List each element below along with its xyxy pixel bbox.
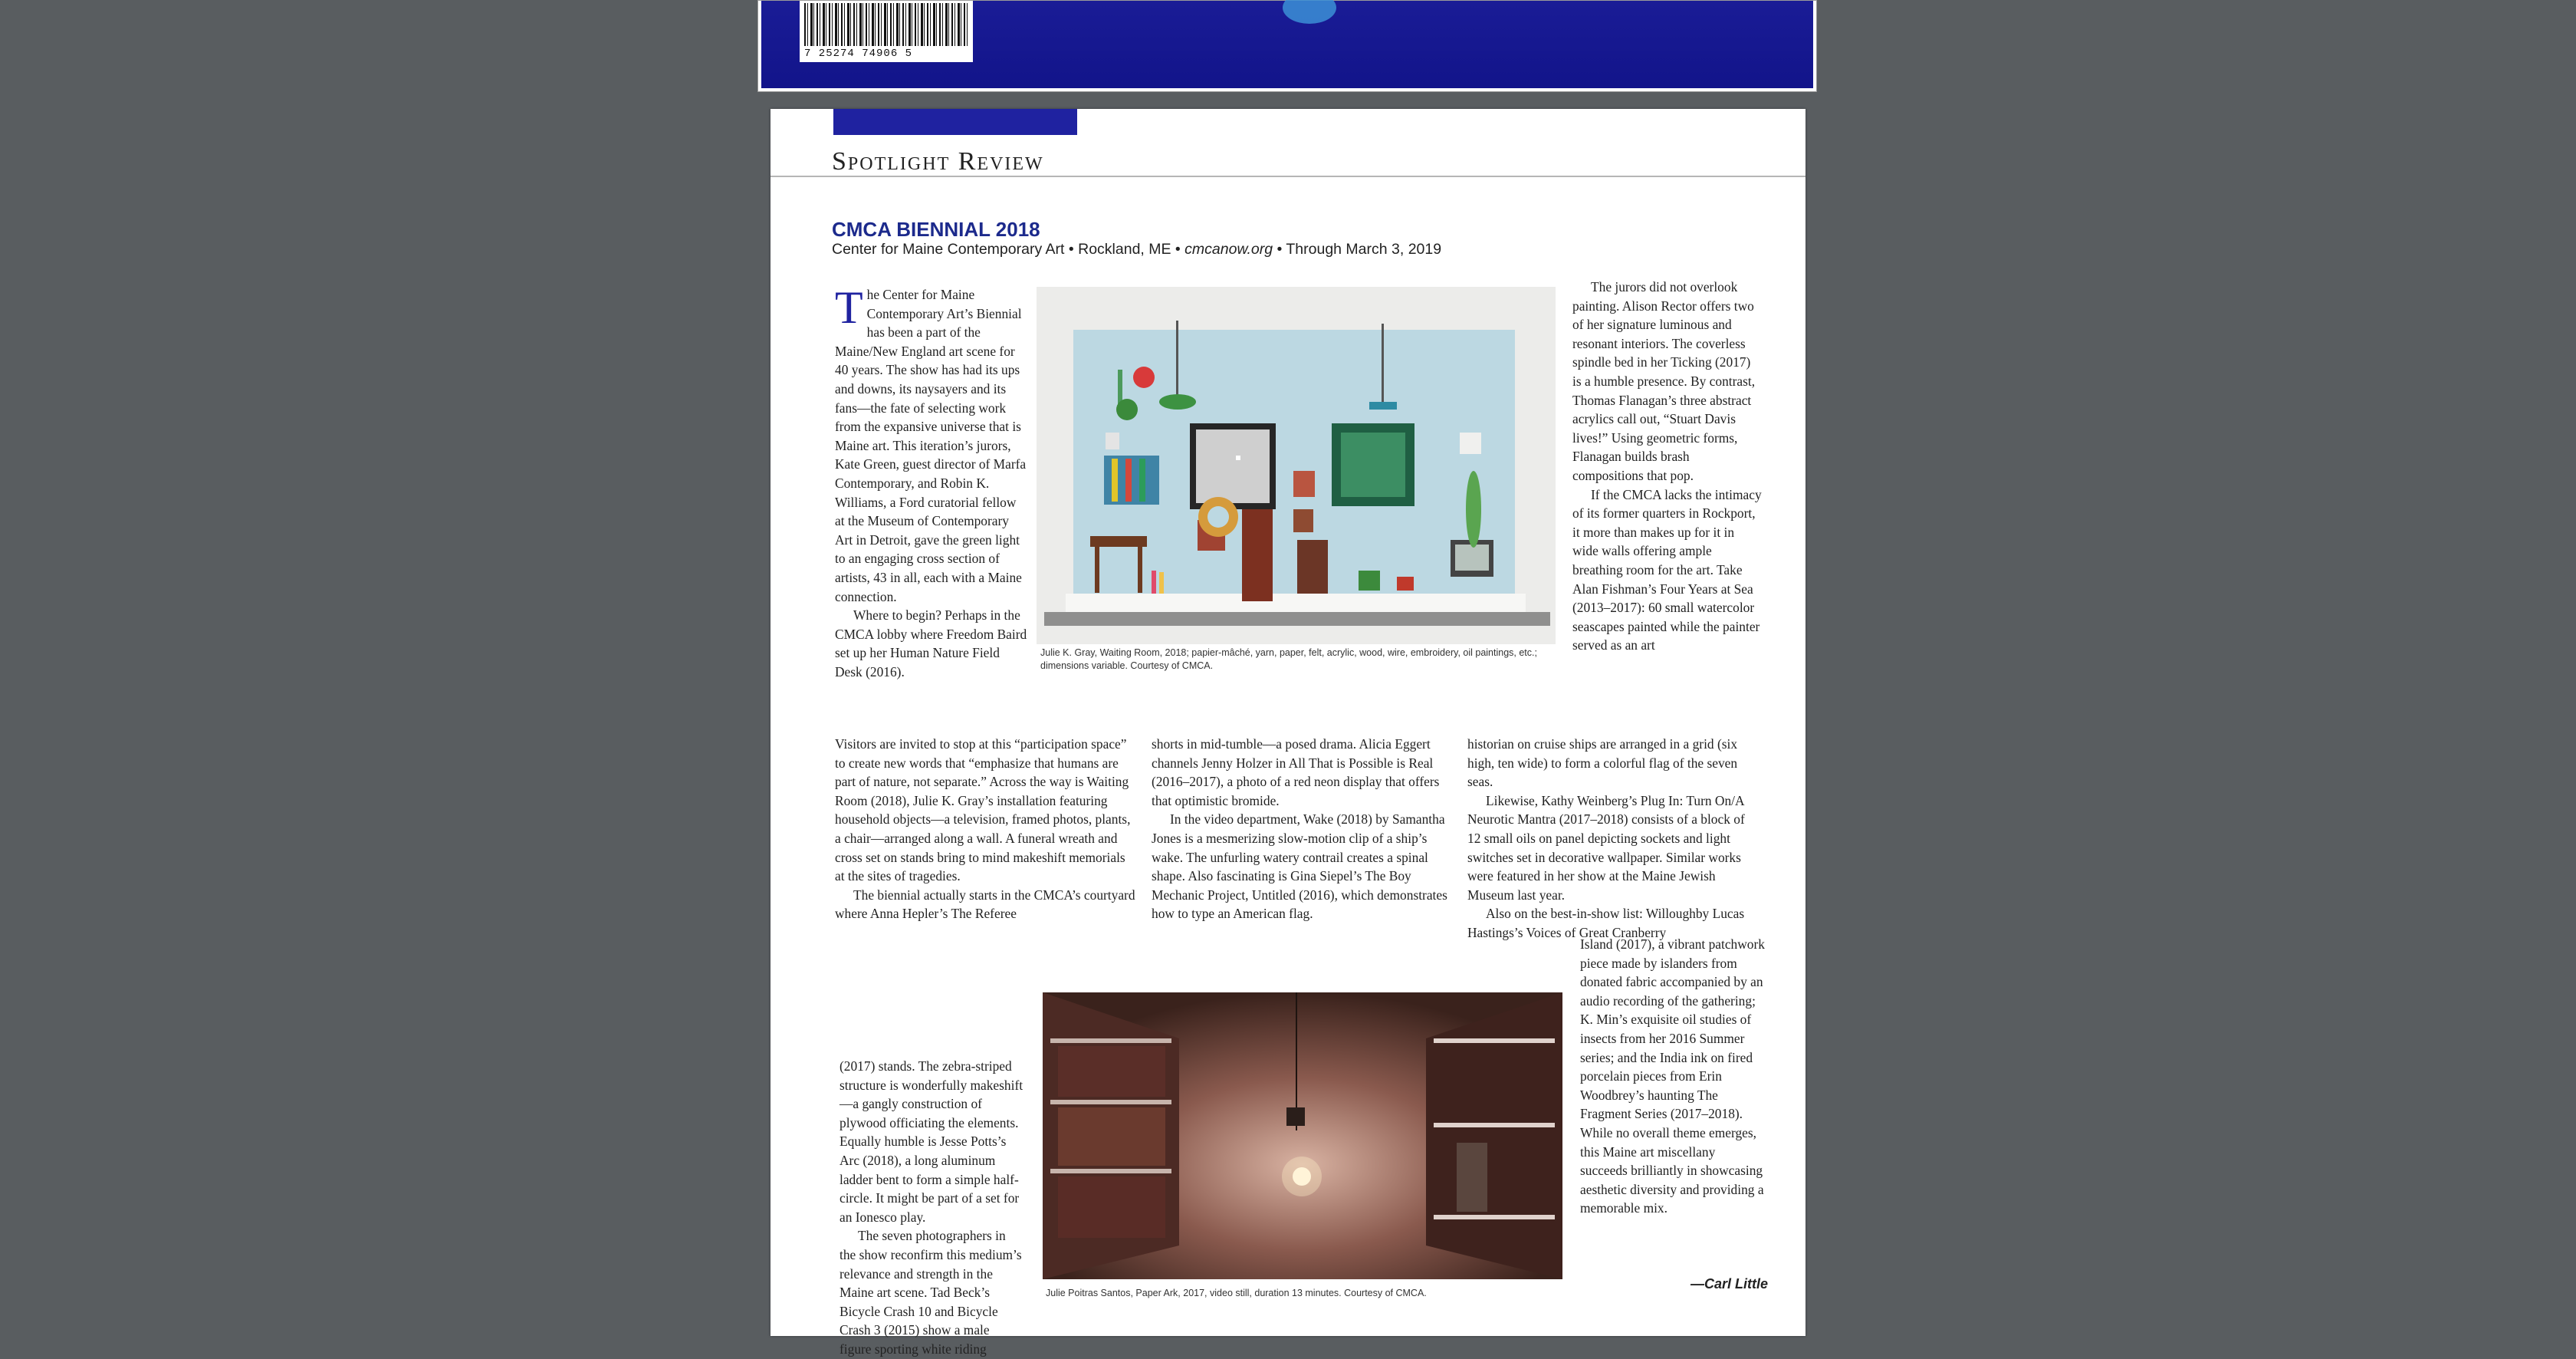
paragraph-waiting-room: Visitors are invited to stop at this “participation space” to create new words that “emphasize that humans are part of nature, not separate.” Across the way is Waiting Room (2018), Julie K. Gray’s installation featuring household objects—a television, framed photos, plants, a chair—arranged along a wall. A funeral wreath and cross set on stands bring to mind makeshift memorials at the sites of tragedies. xyxy=(835,736,1131,884)
paragraph-lobby: Where to begin? Perhaps in the CMCA lobby where Freedom Baird set up her Human Nature Field Desk (2016). xyxy=(835,607,1027,680)
paragraph-best-in-show: Also on the best-in-show list: Willoughby Lucas Hastings’s Voices of Great Cranberry xyxy=(1467,906,1745,940)
paragraph-video: In the video department, Wake (2018) by Samantha Jones is a mesmerizing slow-motion clip of a ship’s wake. The unfurling watery contrail creates a spinal shape. Also fascinating is Gina Siepel’s The Boy Mechanic Project, Untitled (2016), which demonstrates how to type an American flag. xyxy=(1152,811,1447,922)
paper-ark-photo xyxy=(1043,992,1562,1279)
subtitle-venue: Center for Maine Contemporary Art • Rockland, ME • xyxy=(832,241,1185,258)
paragraph-referee: (2017) stands. The zebra-striped structure is wonderfully makeshift—a gangly construction of plywood officiating the elements. Equally humble is Jesse Potts’s Arc (2018), a long aluminum ladder bent to form a simple half-circle. It might be part of a set for an Ionesco play. xyxy=(840,1058,1024,1225)
paragraph-intro-text: he Center for Maine Contemporary Art’s Biennial has been a part of the Maine/New England art scene for 40 years. The show has had its ups and downs, its naysayers and its fans—the fate of selecting work from the expansive universe that is Maine art. This iteration’s jurors, Kate Green, guest director of Marfa Contemporary, and Robin K. Williams, a Ford curatorial fellow at the Museum of Contemporary Art in Detroit, gave the green light to an engaging cross section of artists, 43 in all, each with a Maine connection. xyxy=(835,287,1027,604)
barcode-bars xyxy=(804,3,968,46)
column-1-lower xyxy=(840,1057,1024,1359)
drop-cap: T xyxy=(835,282,863,333)
paragraph-courtyard: The biennial actually starts in the CMCA’s courtyard where Anna Hepler’s The Referee xyxy=(835,887,1135,922)
subtitle-website: cmcanow.org xyxy=(1184,241,1273,258)
section-title: Spotlight Review xyxy=(832,147,1044,176)
figure-paper-ark xyxy=(1043,992,1562,1279)
column-2 xyxy=(1152,735,1449,923)
cover-graphic xyxy=(1283,0,1336,24)
paragraph-cranberry: Island (2017), a vibrant patchwork piece made by islanders from donated fabric accompanied by an audio recording of the gathering; K. Min’s exquisite oil studies of insects from her 2016 Summer series; and the India ink on fired porcelain pieces from Erin Woodbrey’s haunting The Fragment Series (2017–2018). While no overall theme emerges, this Maine art miscellany succeeds brilliantly in showcasing aesthetic diversity and providing a memorable mix. xyxy=(1580,936,1765,1216)
previous-page-bottom xyxy=(757,0,1817,92)
waiting-room-photo xyxy=(1037,287,1556,644)
paragraph-eggert: shorts in mid-tumble—a posed drama. Alicia Eggert channels Jenny Holzer in All That is Possible is Real (2016–2017), a photo of a red neon display that offers that optimistic bromide. xyxy=(1152,736,1440,808)
paragraph-fishman: If the CMCA lacks the intimacy of its former quarters in Rockport, it more than makes up for it in wide walls offering ample breathing room for the art. Take Alan Fishman’s Four Years at Sea (2013–2017): 60 small watercolor seascapes painted while the painter served as an art xyxy=(1572,486,1762,653)
barcode-number: 7 25274 74906 5 xyxy=(804,48,913,60)
article-title: CMCA BIENNIAL 2018 xyxy=(832,218,1040,241)
paragraph-painting: The jurors did not overlook painting. Alison Rector offers two of her signature luminous and resonant interiors. The coverless spindle bed in her Ticking (2017) is a humble presence. By contrast, Thomas Flanagan’s three abstract acrylics call out, “Stuart Davis lives!” Using geometric forms, Flanagan builds brash compositions that pop. xyxy=(1572,279,1756,483)
caption-paper-ark: Julie Poitras Santos, Paper Ark, 2017, video still, duration 13 minutes. Courtesy of CMCA. xyxy=(1046,1288,1427,1298)
column-1-upper xyxy=(835,282,1028,681)
paragraph-seven-seas: historian on cruise ships are arranged in a grid (six high, ten wide) to form a colorful flag of the seven seas. xyxy=(1467,736,1738,790)
magazine-page xyxy=(770,109,1806,1357)
column-3-lower xyxy=(1580,935,1766,1218)
column-3-upper xyxy=(1572,278,1763,655)
author-signature: —Carl Little xyxy=(1691,1276,1769,1292)
header-rule xyxy=(770,176,1806,177)
section-color-tab xyxy=(833,109,1077,135)
figure-waiting-room xyxy=(1037,287,1556,644)
paragraph-photographers: The seven photographers in the show reconfirm this medium’s relevance and strength in the Maine art scene. Tad Beck’s Bicycle Crash 10 and Bicycle Crash 3 (2015) show a male figure sporting white riding xyxy=(840,1228,1022,1357)
paragraph-weinberg: Likewise, Kathy Weinberg’s Plug In: Turn On/A Neurotic Mantra (2017–2018) consists of a block of 12 small oils on panel depicting sockets and light switches set in decorative wallpaper. Similar works were featured in her show at the Maine Jewish Museum last year. xyxy=(1467,792,1745,903)
paragraph-intro xyxy=(835,282,1028,606)
column-3-mid xyxy=(1467,735,1760,943)
barcode xyxy=(800,1,973,62)
caption-waiting-room: Julie K. Gray, Waiting Room, 2018; papier-mâché, yarn, paper, felt, acrylic, wood, wire, embroidery, oil paintings, etc.; dimensions variable. Courtesy of CMCA. xyxy=(1040,647,1537,671)
magazine-cover-bottom xyxy=(761,1,1813,88)
subtitle-dates: • Through March 3, 2019 xyxy=(1273,241,1442,258)
article-subtitle xyxy=(832,241,1441,258)
column-1-span xyxy=(835,735,1137,923)
